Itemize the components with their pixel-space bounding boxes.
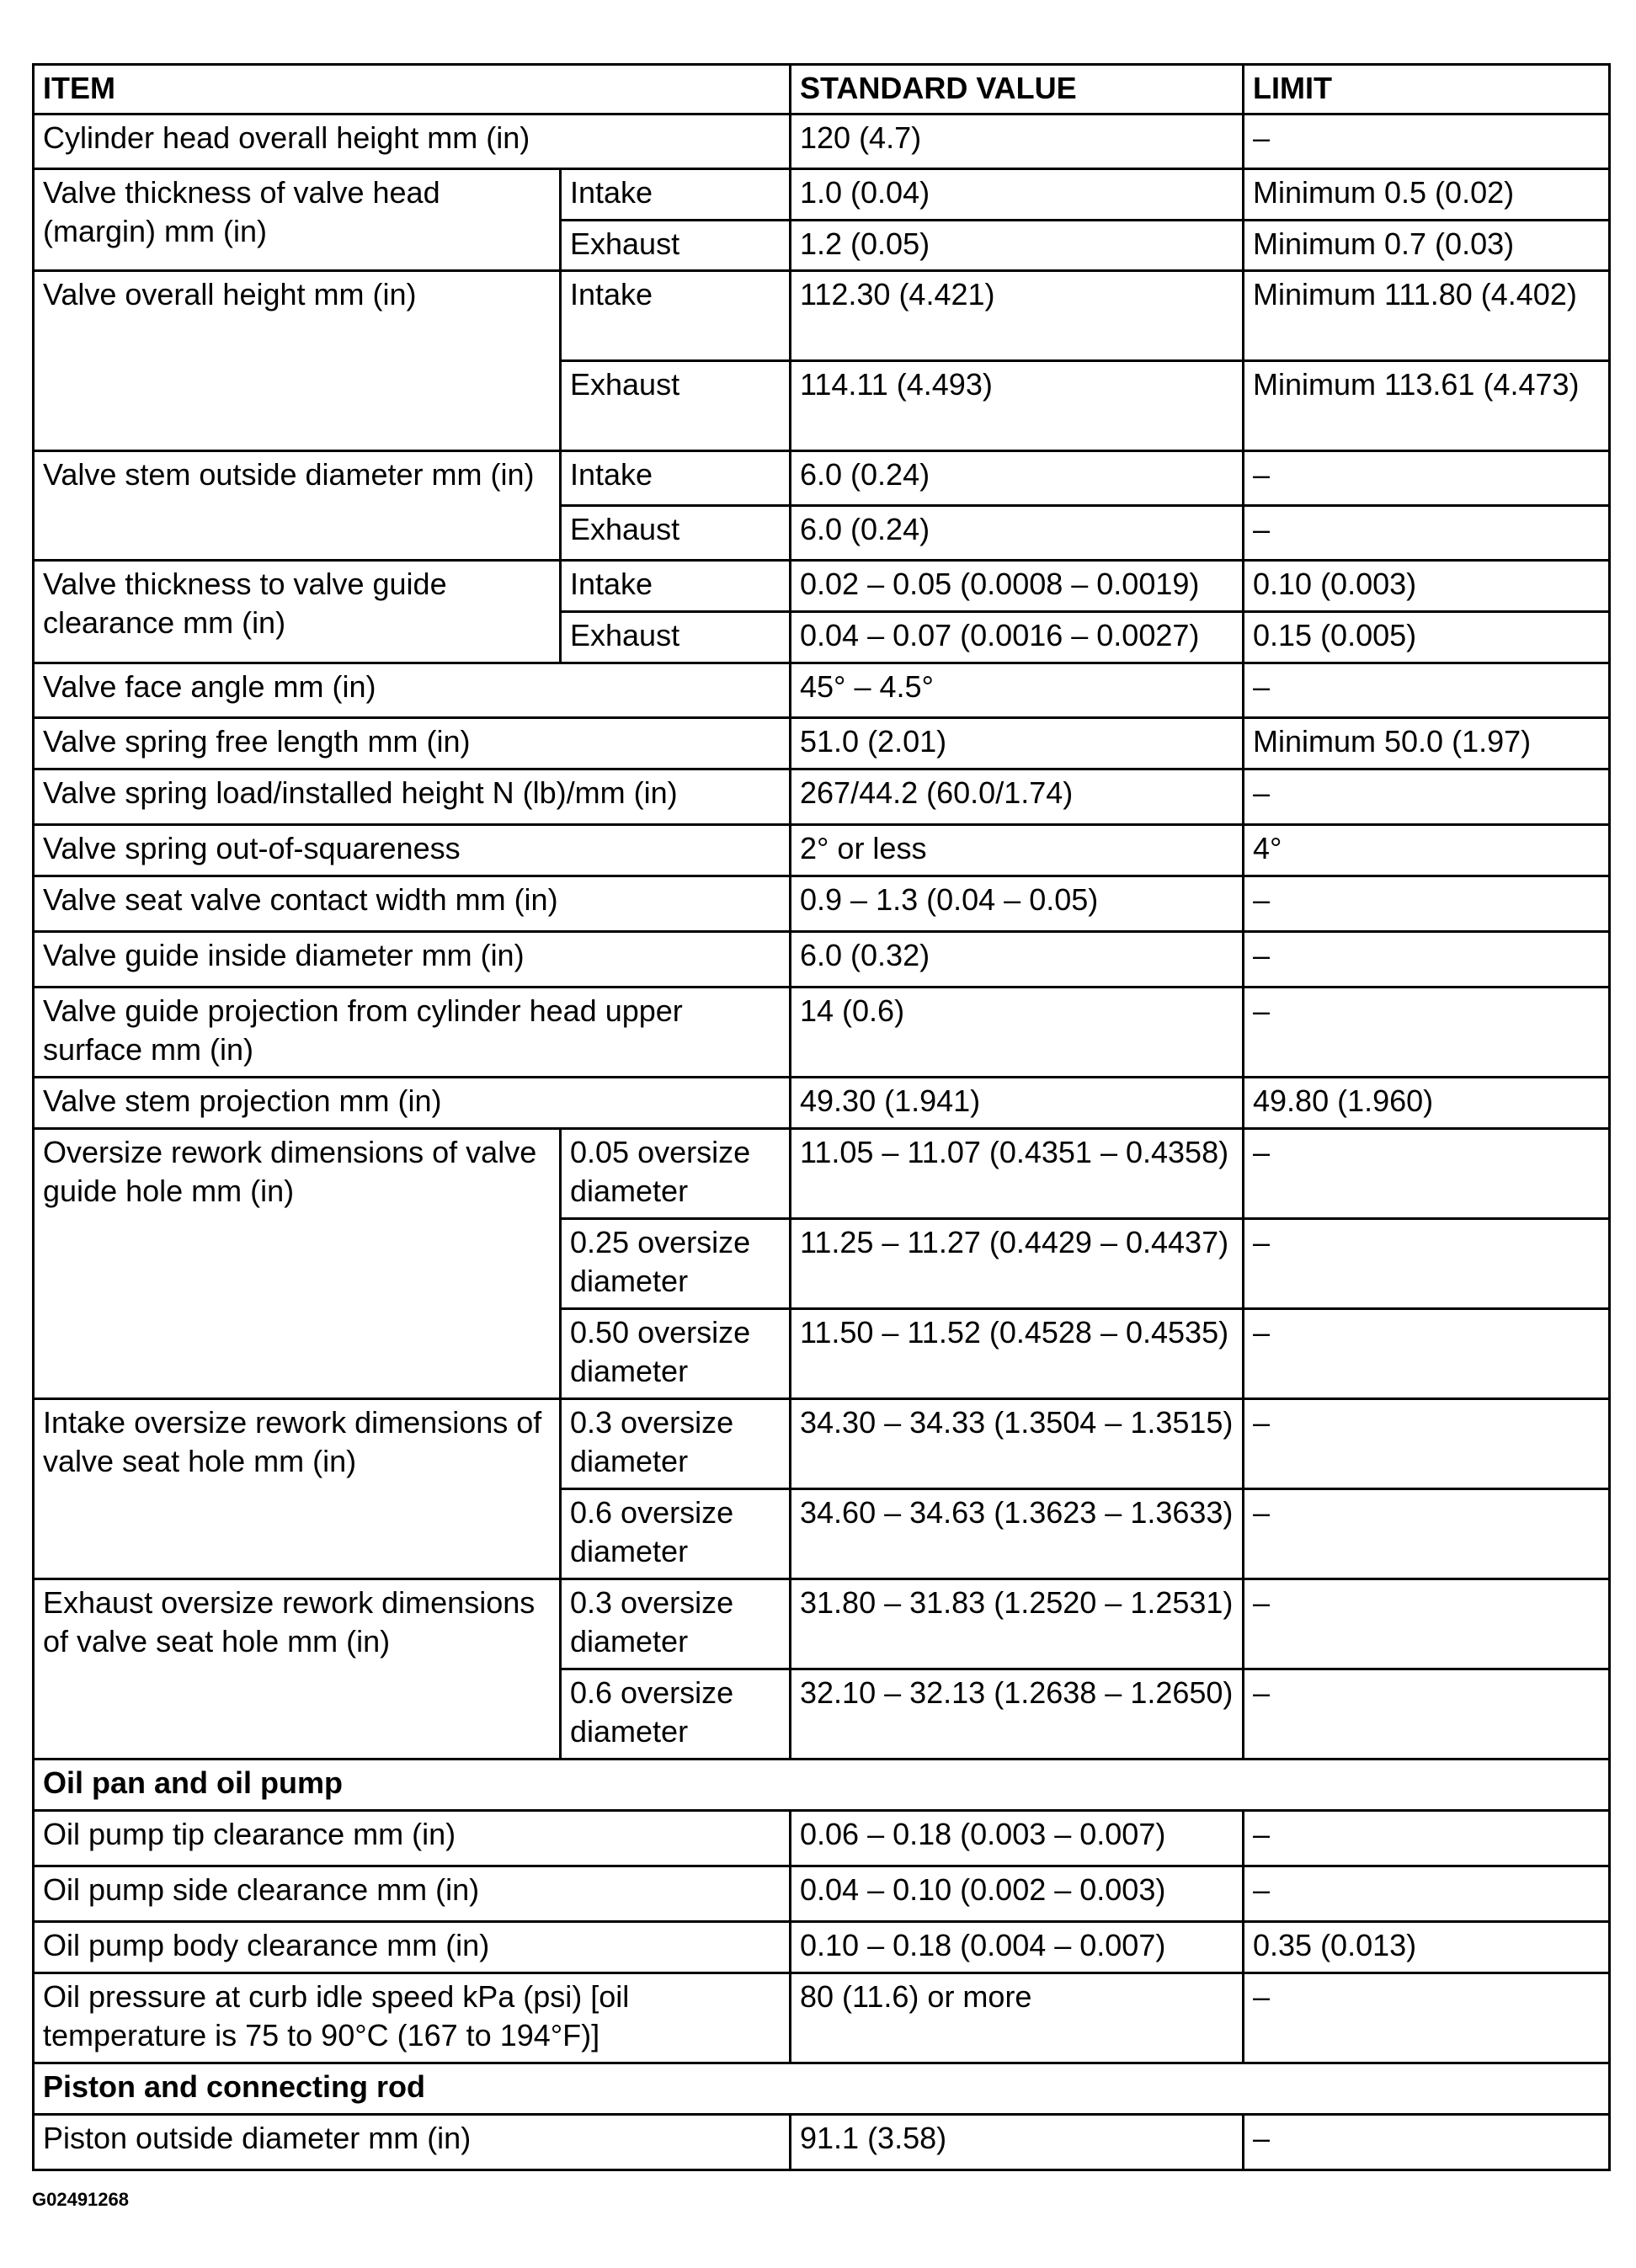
standard-cell: 267/44.2 (60.0/1.74) bbox=[791, 769, 1244, 825]
standard-cell: 32.10 – 32.13 (1.2638 – 1.2650) bbox=[791, 1669, 1244, 1760]
item-cell: Valve stem outside diameter mm (in) bbox=[34, 451, 561, 561]
limit-cell: – bbox=[1244, 663, 1610, 718]
standard-cell: 0.02 – 0.05 (0.0008 – 0.0019) bbox=[791, 561, 1244, 612]
sub-item-cell: 0.50 oversize diameter bbox=[561, 1309, 791, 1399]
header-limit: LIMIT bbox=[1244, 65, 1610, 114]
standard-cell: 80 (11.6) or more bbox=[791, 1973, 1244, 2063]
table-row bbox=[34, 561, 1610, 612]
item-cell: Oil pump side clearance mm (in) bbox=[34, 1866, 791, 1922]
item-cell: Cylinder head overall height mm (in) bbox=[34, 114, 791, 169]
table-row bbox=[34, 1129, 1610, 1219]
limit-cell: – bbox=[1244, 114, 1610, 169]
limit-cell: – bbox=[1244, 988, 1610, 1078]
item-cell: Valve thickness of valve head (margin) mm (in) bbox=[34, 169, 561, 271]
limit-cell: – bbox=[1244, 1219, 1610, 1309]
sub-item-cell: Intake bbox=[561, 169, 791, 221]
standard-cell: 34.60 – 34.63 (1.3623 – 1.3633) bbox=[791, 1489, 1244, 1579]
section-header-row bbox=[34, 1760, 1610, 1811]
standard-cell: 112.30 (4.421) bbox=[791, 271, 1244, 361]
item-cell: Valve guide projection from cylinder head upper surface mm (in) bbox=[34, 988, 791, 1078]
limit-cell: 0.10 (0.003) bbox=[1244, 561, 1610, 612]
table-row bbox=[34, 169, 1610, 221]
standard-cell: 34.30 – 34.33 (1.3504 – 1.3515) bbox=[791, 1399, 1244, 1489]
specification-table bbox=[32, 63, 1611, 2171]
standard-cell: 31.80 – 31.83 (1.2520 – 1.2531) bbox=[791, 1579, 1244, 1669]
limit-cell: 4° bbox=[1244, 825, 1610, 876]
sub-item-cell: 0.6 oversize diameter bbox=[561, 1669, 791, 1760]
standard-cell: 91.1 (3.58) bbox=[791, 2115, 1244, 2170]
standard-cell: 45° – 4.5° bbox=[791, 663, 1244, 718]
limit-cell: – bbox=[1244, 1973, 1610, 2063]
table-row bbox=[34, 1579, 1610, 1669]
limit-cell: – bbox=[1244, 1579, 1610, 1669]
limit-cell: – bbox=[1244, 2115, 1610, 2170]
item-cell: Valve thickness to valve guide clearance mm (in) bbox=[34, 561, 561, 663]
sub-item-cell: Intake bbox=[561, 451, 791, 506]
item-cell: Valve stem projection mm (in) bbox=[34, 1078, 791, 1129]
standard-cell: 49.30 (1.941) bbox=[791, 1078, 1244, 1129]
standard-cell: 51.0 (2.01) bbox=[791, 718, 1244, 769]
item-cell: Valve spring free length mm (in) bbox=[34, 718, 791, 769]
standard-cell: 114.11 (4.493) bbox=[791, 361, 1244, 451]
sub-item-cell: 0.3 oversize diameter bbox=[561, 1399, 791, 1489]
item-cell: Oil pressure at curb idle speed kPa (psi) [oil temperature is 75 to 90°C (167 to 194°F)] bbox=[34, 1973, 791, 2063]
table-row bbox=[34, 1399, 1610, 1489]
standard-cell: 0.04 – 0.07 (0.0016 – 0.0027) bbox=[791, 612, 1244, 663]
table-row bbox=[34, 876, 1610, 932]
table-header-row bbox=[34, 65, 1610, 114]
section-title-oil-pan: Oil pan and oil pump bbox=[34, 1760, 1610, 1811]
limit-cell: Minimum 50.0 (1.97) bbox=[1244, 718, 1610, 769]
section-title-piston: Piston and connecting rod bbox=[34, 2063, 1610, 2115]
table-row bbox=[34, 1866, 1610, 1922]
standard-cell: 1.0 (0.04) bbox=[791, 169, 1244, 221]
limit-cell: – bbox=[1244, 876, 1610, 932]
item-cell: Oil pump tip clearance mm (in) bbox=[34, 1811, 791, 1866]
limit-cell: – bbox=[1244, 932, 1610, 988]
standard-cell: 2° or less bbox=[791, 825, 1244, 876]
sub-item-cell: 0.05 oversize diameter bbox=[561, 1129, 791, 1219]
table-row bbox=[34, 451, 1610, 506]
limit-cell: – bbox=[1244, 506, 1610, 561]
limit-cell: 0.35 (0.013) bbox=[1244, 1922, 1610, 1973]
item-cell: Oversize rework dimensions of valve guide hole mm (in) bbox=[34, 1129, 561, 1399]
standard-cell: 6.0 (0.32) bbox=[791, 932, 1244, 988]
limit-cell: – bbox=[1244, 1399, 1610, 1489]
limit-cell: 49.80 (1.960) bbox=[1244, 1078, 1610, 1129]
table-row bbox=[34, 1811, 1610, 1866]
sub-item-cell: 0.6 oversize diameter bbox=[561, 1489, 791, 1579]
item-cell: Valve spring out-of-squareness bbox=[34, 825, 791, 876]
standard-cell: 6.0 (0.24) bbox=[791, 451, 1244, 506]
table-row bbox=[34, 988, 1610, 1078]
standard-cell: 0.04 – 0.10 (0.002 – 0.003) bbox=[791, 1866, 1244, 1922]
limit-cell: 0.15 (0.005) bbox=[1244, 612, 1610, 663]
sub-item-cell: Exhaust bbox=[561, 506, 791, 561]
item-cell: Valve guide inside diameter mm (in) bbox=[34, 932, 791, 988]
sub-item-cell: 0.25 oversize diameter bbox=[561, 1219, 791, 1309]
standard-cell: 6.0 (0.24) bbox=[791, 506, 1244, 561]
standard-cell: 0.10 – 0.18 (0.004 – 0.007) bbox=[791, 1922, 1244, 1973]
item-cell: Valve seat valve contact width mm (in) bbox=[34, 876, 791, 932]
table-row bbox=[34, 718, 1610, 769]
limit-cell: – bbox=[1244, 1309, 1610, 1399]
table-row bbox=[34, 825, 1610, 876]
sub-item-cell: Exhaust bbox=[561, 612, 791, 663]
standard-cell: 1.2 (0.05) bbox=[791, 221, 1244, 271]
limit-cell: – bbox=[1244, 1866, 1610, 1922]
table-row bbox=[34, 663, 1610, 718]
sub-item-cell: Exhaust bbox=[561, 361, 791, 451]
item-cell: Exhaust oversize rework dimensions of valve seat hole mm (in) bbox=[34, 1579, 561, 1760]
standard-cell: 120 (4.7) bbox=[791, 114, 1244, 169]
item-cell: Oil pump body clearance mm (in) bbox=[34, 1922, 791, 1973]
limit-cell: Minimum 0.7 (0.03) bbox=[1244, 221, 1610, 271]
item-cell: Valve face angle mm (in) bbox=[34, 663, 791, 718]
item-cell: Valve spring load/installed height N (lb)/mm (in) bbox=[34, 769, 791, 825]
table-row bbox=[34, 1078, 1610, 1129]
standard-cell: 11.50 – 11.52 (0.4528 – 0.4535) bbox=[791, 1309, 1244, 1399]
standard-cell: 0.06 – 0.18 (0.003 – 0.007) bbox=[791, 1811, 1244, 1866]
standard-cell: 14 (0.6) bbox=[791, 988, 1244, 1078]
table-row bbox=[34, 271, 1610, 361]
limit-cell: – bbox=[1244, 1811, 1610, 1866]
table-row bbox=[34, 769, 1610, 825]
limit-cell: Minimum 113.61 (4.473) bbox=[1244, 361, 1610, 451]
table-row bbox=[34, 932, 1610, 988]
item-cell: Valve overall height mm (in) bbox=[34, 271, 561, 451]
sub-item-cell: Exhaust bbox=[561, 221, 791, 271]
limit-cell: – bbox=[1244, 1129, 1610, 1219]
table-row bbox=[34, 1973, 1610, 2063]
sub-item-cell: Intake bbox=[561, 271, 791, 361]
standard-cell: 11.25 – 11.27 (0.4429 – 0.4437) bbox=[791, 1219, 1244, 1309]
standard-cell: 11.05 – 11.07 (0.4351 – 0.4358) bbox=[791, 1129, 1244, 1219]
section-header-row bbox=[34, 2063, 1610, 2115]
sub-item-cell: Intake bbox=[561, 561, 791, 612]
limit-cell: – bbox=[1244, 1489, 1610, 1579]
limit-cell: – bbox=[1244, 1669, 1610, 1760]
standard-cell: 0.9 – 1.3 (0.04 – 0.05) bbox=[791, 876, 1244, 932]
table-row bbox=[34, 2115, 1610, 2170]
limit-cell: – bbox=[1244, 769, 1610, 825]
sub-item-cell: 0.3 oversize diameter bbox=[561, 1579, 791, 1669]
limit-cell: Minimum 0.5 (0.02) bbox=[1244, 169, 1610, 221]
item-cell: Piston outside diameter mm (in) bbox=[34, 2115, 791, 2170]
limit-cell: – bbox=[1244, 451, 1610, 506]
item-cell: Intake oversize rework dimensions of valve seat hole mm (in) bbox=[34, 1399, 561, 1579]
table-row bbox=[34, 1922, 1610, 1973]
header-standard-value: STANDARD VALUE bbox=[791, 65, 1244, 114]
header-item: ITEM bbox=[34, 65, 791, 114]
table-row bbox=[34, 114, 1610, 169]
figure-id: G02491268 bbox=[32, 2189, 129, 2210]
limit-cell: Minimum 111.80 (4.402) bbox=[1244, 271, 1610, 361]
